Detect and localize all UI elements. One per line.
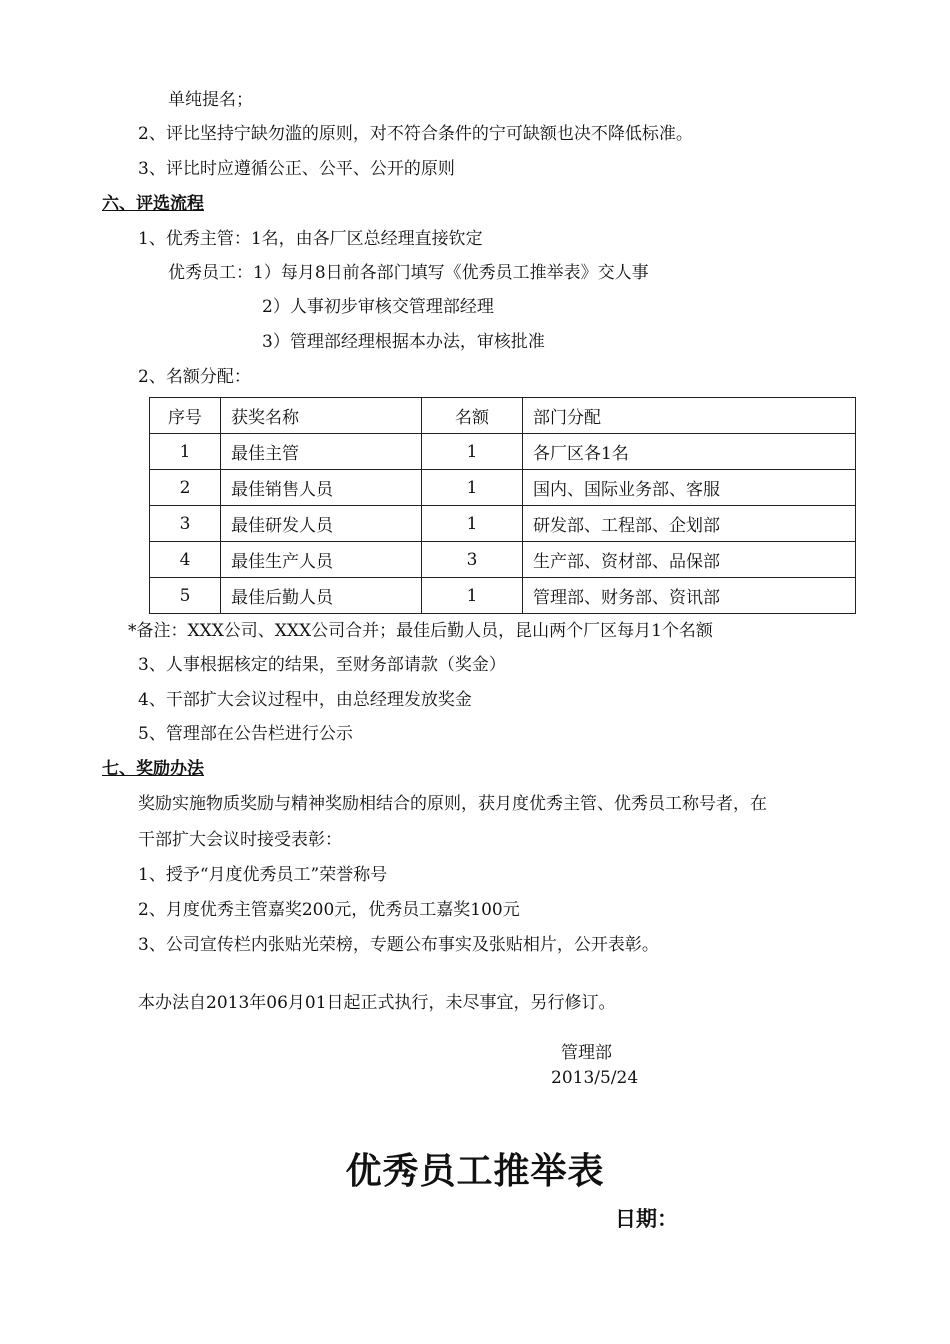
table-cell: 研发部、工程部、企划部 [523,506,856,542]
text-line: 干部扩大会议时接受表彰： [138,830,342,850]
table-cell: 1 [422,434,523,470]
section-heading-7: 七、奖励办法 [102,759,204,779]
text-line: 4、干部扩大会议过程中，由总经理发放奖金 [138,690,472,710]
table-row [150,506,856,542]
table-cell: 各厂区各1名 [523,434,856,470]
table-cell: 1 [422,470,523,506]
table-header-cell: 名额 [422,398,523,434]
table-header-row [150,398,856,434]
text-line: 3、评比时应遵循公正、公平、公开的原则 [138,159,455,179]
table-cell: 4 [150,542,221,578]
text-line: 1、授予“月度优秀员工”荣誉称号 [138,865,388,885]
table-cell: 生产部、资材部、品保部 [523,542,856,578]
table-cell: 1 [422,578,523,614]
table-cell: 1 [150,434,221,470]
table-cell: 管理部、财务部、资讯部 [523,578,856,614]
text-line: 2、名额分配： [138,367,251,387]
table-cell: 最佳后勤人员 [221,578,422,614]
quota-table [149,397,856,614]
form-title: 优秀员工推举表 [345,1150,605,1192]
signature-date: 2013/5/24 [551,1068,639,1088]
section-heading-6: 六、评选流程 [102,194,204,214]
signature-department: 管理部 [561,1043,612,1063]
text-line: 3、公司宣传栏内张贴光荣榜，专题公布事实及张贴相片，公开表彰。 [138,935,659,955]
text-line: 2）人事初步审核交管理部经理 [262,297,494,317]
table-note: *备注：XXX公司、XXX公司合并；最佳后勤人员，昆山两个厂区每月1个名额 [128,621,713,641]
table-cell: 2 [150,470,221,506]
table-cell: 最佳销售人员 [221,470,422,506]
text-line: 3、人事根据核定的结果，至财务部请款（奖金） [138,655,506,675]
table-cell: 3 [422,542,523,578]
text-line: 奖励实施物质奖励与精神奖励相结合的原则，获月度优秀主管、优秀员工称号者，在 [138,794,767,814]
text-line: 单纯提名； [168,90,253,110]
text-line: 5、管理部在公告栏进行公示 [138,724,353,744]
table-cell: 5 [150,578,221,614]
text-line: 2、评比坚持宁缺勿滥的原则，对不符合条件的宁可缺额也决不降低标准。 [138,124,693,144]
table-row [150,578,856,614]
table-cell: 最佳主管 [221,434,422,470]
table-cell: 最佳研发人员 [221,506,422,542]
table-row [150,542,856,578]
table-row [150,434,856,470]
table-header-cell: 序号 [150,398,221,434]
table-cell: 国内、国际业务部、客服 [523,470,856,506]
table-cell: 3 [150,506,221,542]
text-line: 2、月度优秀主管嘉奖200元，优秀员工嘉奖100元 [138,900,520,920]
table-cell: 最佳生产人员 [221,542,422,578]
table-row [150,470,856,506]
table-cell: 1 [422,506,523,542]
text-line: 优秀员工：1）每月8日前各部门填写《优秀员工推举表》交人事 [168,263,649,283]
date-label: 日期： [615,1206,678,1231]
effective-date-text: 本办法自2013年06月01日起正式执行，未尽事宜，另行修订。 [138,993,616,1013]
table-header-cell: 获奖名称 [221,398,422,434]
text-line: 1、优秀主管：1名，由各厂区总经理直接钦定 [138,229,483,249]
table-header-cell: 部门分配 [523,398,856,434]
text-line: 3）管理部经理根据本办法，审核批准 [262,332,545,352]
